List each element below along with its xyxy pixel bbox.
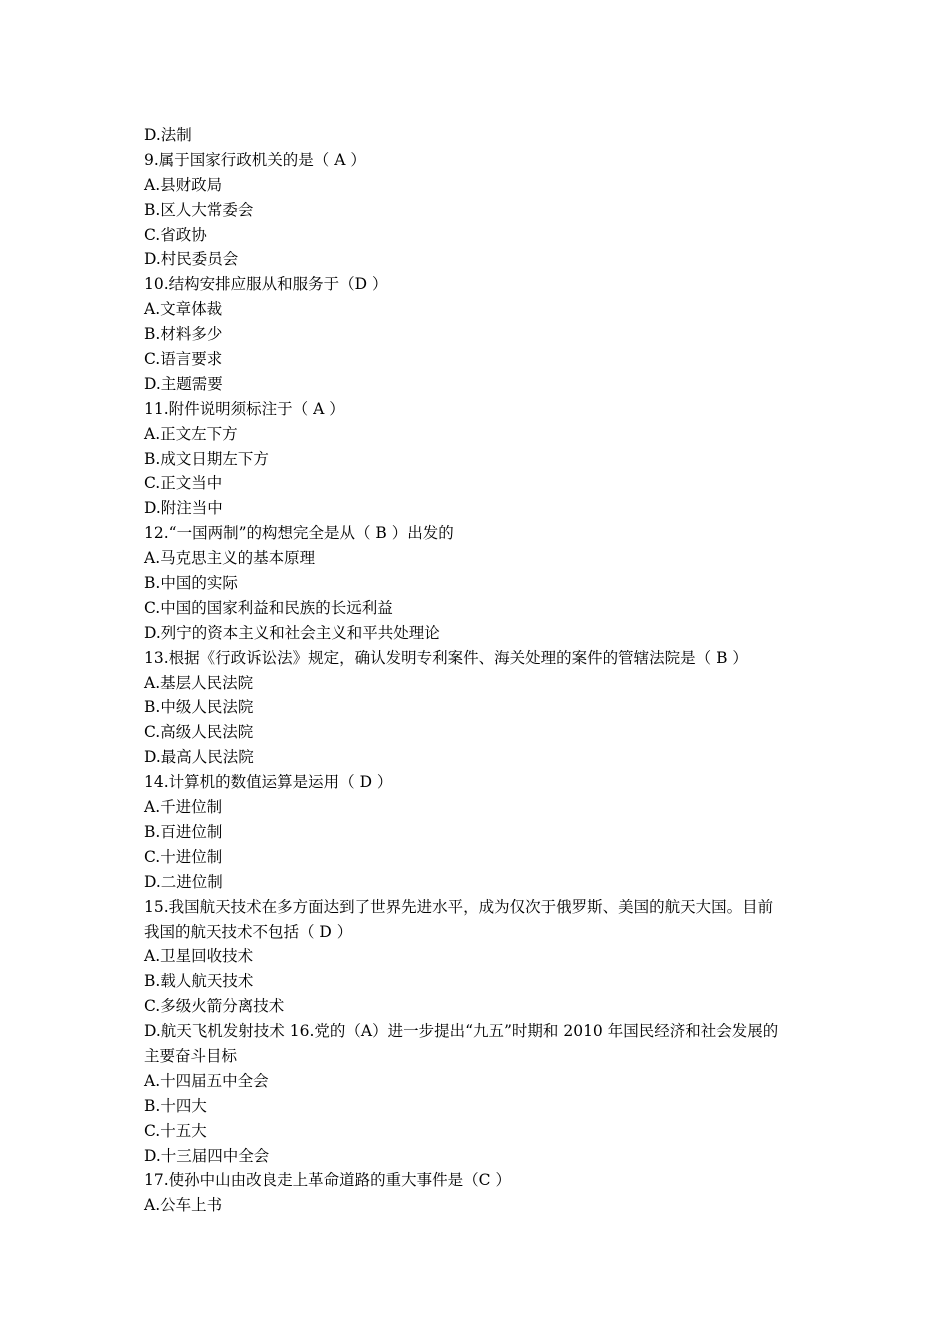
option-line: D.主题需要	[144, 374, 223, 393]
option-line: D.二进位制	[144, 872, 223, 891]
question-10: 10.结构安排应服从和服务于（D ）	[144, 275, 388, 294]
option-line: A.县财政局	[144, 175, 223, 194]
option-line: D.航天飞机发射技术 16.党的（A）进一步提出“九五”时期和 2010 年国民经济和社会发展的	[144, 1022, 779, 1041]
option-line: B.材料多少	[144, 325, 223, 344]
option-line: B.百进位制	[144, 822, 223, 841]
question-17: 17.使孙中山由改良走上革命道路的重大事件是（C ）	[144, 1171, 511, 1190]
option-line: C.多级火箭分离技术	[144, 997, 285, 1016]
option-line: A.公车上书	[144, 1196, 223, 1215]
option-line: B.中国的实际	[144, 574, 238, 593]
option-line: A.正文左下方	[144, 424, 238, 443]
option-line: D.最高人民法院	[144, 748, 254, 767]
question-12: 12.“一国两制”的构想完全是从（ B ）出发的	[144, 524, 454, 543]
option-line: C.语言要求	[144, 350, 223, 369]
option-line: A.十四届五中全会	[144, 1071, 269, 1090]
option-line: C.十五大	[144, 1121, 207, 1140]
option-line: D.列宁的资本主义和社会主义和平共处理论	[144, 623, 440, 642]
question-14: 14.计算机的数值运算是运用（ D ）	[144, 773, 393, 792]
option-line: B.载人航天技术	[144, 972, 254, 991]
option-line: C.中国的国家利益和民族的长远利益	[144, 598, 393, 617]
option-line: B.中级人民法院	[144, 698, 254, 717]
option-line: C.正文当中	[144, 474, 223, 493]
question-15-continued: 我国的航天技术不包括（ D ）	[144, 922, 353, 941]
option-line: A.马克思主义的基本原理	[144, 549, 316, 568]
option-line: C.高级人民法院	[144, 723, 254, 742]
option-line: B.十四大	[144, 1096, 207, 1115]
document-page	[144, 123, 814, 1218]
option-line: A.千进位制	[144, 798, 223, 817]
question-15: 15.我国航天技术在多方面达到了世界先进水平，成为仅次于俄罗斯、美国的航天大国。目前	[144, 897, 774, 916]
option-line: B.成文日期左下方	[144, 449, 269, 468]
question-16-continued: 主要奋斗目标	[144, 1046, 238, 1065]
option-line: D.附注当中	[144, 499, 223, 518]
option-line: D.十三届四中全会	[144, 1146, 270, 1165]
question-11: 11.附件说明须标注于（ A ）	[144, 399, 345, 418]
option-line: A.文章体裁	[144, 300, 223, 319]
option-line: B.区人大常委会	[144, 200, 254, 219]
option-line: A.基层人民法院	[144, 673, 254, 692]
option-line: C.十进位制	[144, 847, 223, 866]
option-line: D.村民委员会	[144, 250, 239, 269]
question-9: 9.属于国家行政机关的是（ A ）	[144, 150, 366, 169]
question-13: 13.根据《行政诉讼法》规定，确认发明专利案件、海关处理的案件的管辖法院是（ B ）	[144, 648, 748, 667]
option-line: A.卫星回收技术	[144, 947, 254, 966]
option-line: C.省政协	[144, 225, 207, 244]
text-line: D.法制	[144, 126, 192, 144]
